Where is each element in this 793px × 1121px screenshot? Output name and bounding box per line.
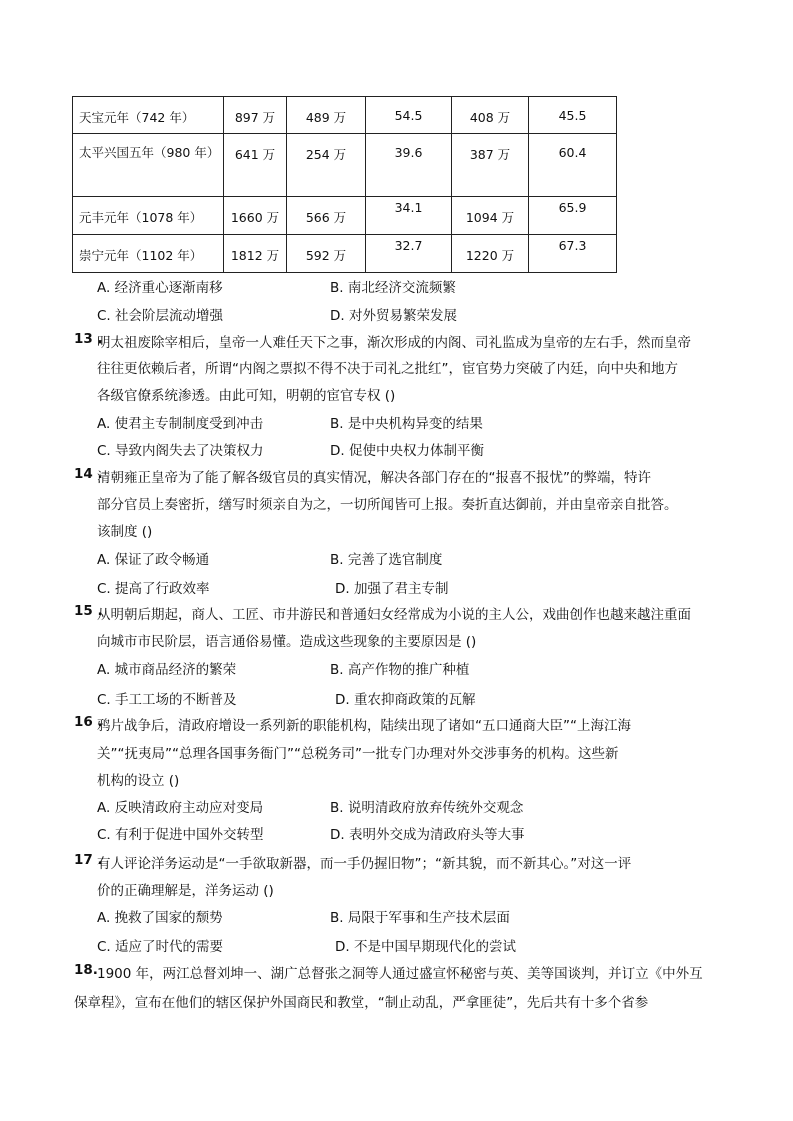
q12-option-a: A. 经济重心逐渐南移 bbox=[97, 280, 223, 296]
q18-stem-line2: 保章程》，宣布在他们的辖区保护外国商民和教堂，“制止动乱，严拿匪徒”，先后共有十多个省参 bbox=[74, 995, 649, 1011]
q13-option-d: D. 促使中央权力体制平衡 bbox=[330, 443, 484, 459]
q15-stem-line2: 向城市市民阶层，语言通俗易懂。造成这些现象的主要原因是 () bbox=[97, 634, 477, 650]
q14-stem-line3: 该制度 () bbox=[97, 524, 153, 540]
table-cell: 元丰元年（1078 年） bbox=[79, 210, 203, 225]
q16-stem-line3: 机构的设立 () bbox=[97, 773, 180, 789]
q15-option-a: A. 城市商品经济的繁荣 bbox=[97, 662, 237, 678]
q13-option-b: B. 是中央机构异变的结果 bbox=[330, 416, 483, 432]
q16-stem-line2: 关”“抚夷局”“总理各国事务衙门”“总税务司”一批专门办理对外交涉事务的机构。这些新 bbox=[97, 746, 619, 762]
q15-number: 15 . bbox=[74, 603, 103, 619]
table-cell: 天宝元年（742 年） bbox=[79, 110, 195, 125]
table-cell: 32.7 bbox=[394, 238, 423, 253]
q15-option-d: D. 重农抑商政策的瓦解 bbox=[335, 692, 476, 708]
table-cell: 崇宁元年（1102 年） bbox=[79, 248, 203, 263]
q16-option-c: C. 有利于促进中国外交转型 bbox=[97, 827, 264, 843]
table-row bbox=[73, 97, 617, 134]
q12-option-c: C. 社会阶层流动增强 bbox=[97, 308, 224, 324]
table-cell: 566 万 bbox=[305, 210, 347, 225]
table-cell: 34.1 bbox=[394, 200, 423, 215]
q17-option-c: C. 适应了时代的需要 bbox=[97, 939, 224, 955]
q18-stem-line1: 1900 年，两江总督刘坤一、湖广总督张之洞等人通过盛宣怀秘密与英、美等国谈判，并订立《中外互 bbox=[97, 966, 703, 982]
table-cell: 54.5 bbox=[394, 108, 423, 123]
q16-stem-line1: 鸦片战争后，清政府增设一系列新的职能机构，陆续出现了诸如“五口通商大臣”“上海江海 bbox=[97, 718, 631, 734]
q13-number: 13 . bbox=[74, 331, 103, 347]
table-row bbox=[73, 134, 617, 197]
table-cell: 489 万 bbox=[305, 110, 347, 125]
q14-option-d: D. 加强了君主专制 bbox=[335, 581, 449, 597]
q16-option-b: B. 说明清政府放弃传统外交观念 bbox=[330, 800, 524, 816]
table-cell: 67.3 bbox=[558, 238, 587, 253]
q17-option-d: D. 不是中国早期现代化的尝试 bbox=[335, 939, 516, 955]
table-row bbox=[73, 235, 617, 273]
q15-option-b: B. 高产作物的推广种植 bbox=[330, 662, 470, 678]
table-cell: 1812 万 bbox=[230, 248, 280, 263]
q17-number: 17 . bbox=[74, 852, 103, 868]
table-cell: 387 万 bbox=[469, 147, 511, 162]
q13-stem-line2: 往往更依赖后者，所谓“内阁之票拟不得不决于司礼之批红”，宦官势力突破了内廷，向中央和地方 bbox=[97, 361, 678, 377]
table-cell: 254 万 bbox=[305, 147, 347, 162]
table-cell: 1660 万 bbox=[230, 210, 280, 225]
table-cell: 39.6 bbox=[394, 145, 423, 160]
q17-stem-line1: 有人评论洋务运动是“一手欲取新器，而一手仍握旧物”；“新其貌，而不新其心。”对这一评 bbox=[97, 856, 632, 872]
q16-option-a: A. 反映清政府主动应对变局 bbox=[97, 800, 264, 816]
q15-stem-line1: 从明朝后期起，商人、工匠、市井游民和普通妇女经常成为小说的主人公，戏曲创作也越来越注重面 bbox=[97, 607, 691, 623]
q15-option-c: C. 手工工场的不断普及 bbox=[97, 692, 237, 708]
table-cell: 45.5 bbox=[558, 108, 587, 123]
table-cell: 408 万 bbox=[469, 110, 511, 125]
q17-stem-line2: 价的正确理解是，洋务运动 () bbox=[97, 883, 274, 899]
q17-option-a: A. 挽救了国家的颓势 bbox=[97, 910, 223, 926]
q13-option-c: C. 导致内阁失去了决策权力 bbox=[97, 443, 264, 459]
table-cell: 太平兴国五年（980 年） bbox=[79, 145, 220, 160]
table-cell: 1094 万 bbox=[465, 210, 515, 225]
data-table bbox=[72, 96, 617, 273]
q14-number: 14 . bbox=[74, 466, 103, 482]
q14-stem-line2: 部分官员上奏密折，缮写时须亲自为之，一切所闻皆可上报。奏折直达御前，并由皇帝亲自批答。 bbox=[97, 497, 678, 513]
q12-option-d: D. 对外贸易繁荣发展 bbox=[330, 308, 457, 324]
table-cell: 592 万 bbox=[305, 248, 347, 263]
q13-stem-line3: 各级官僚系统渗透。由此可知，明朝的宦官专权 () bbox=[97, 388, 396, 404]
table-cell: 1220 万 bbox=[465, 248, 515, 263]
q13-stem-line1: 明太祖废除宰相后，皇帝一人难任天下之事，渐次形成的内阁、司礼监成为皇帝的左右手，然而皇帝 bbox=[97, 335, 691, 351]
q16-option-d: D. 表明外交成为清政府头等大事 bbox=[330, 827, 525, 843]
q16-number: 16 . bbox=[74, 714, 103, 730]
table-cell: 65.9 bbox=[558, 200, 587, 215]
table-cell: 641 万 bbox=[234, 147, 276, 162]
table-cell: 897 万 bbox=[234, 110, 276, 125]
q17-option-b: B. 局限于军事和生产技术层面 bbox=[330, 910, 510, 926]
q14-stem-line1: 清朝雍正皇帝为了能了解各级官员的真实情况，解决各部门存在的“报喜不报忧”的弊端，特许 bbox=[97, 470, 651, 486]
q14-option-c: C. 提高了行政效率 bbox=[97, 581, 210, 597]
q14-option-b: B. 完善了选官制度 bbox=[330, 552, 443, 568]
q14-option-a: A. 保证了政令畅通 bbox=[97, 552, 210, 568]
q18-number: 18. bbox=[74, 962, 98, 978]
table-row bbox=[73, 197, 617, 235]
q12-option-b: B. 南北经济交流频繁 bbox=[330, 280, 456, 296]
q13-option-a: A. 使君主专制制度受到冲击 bbox=[97, 416, 264, 432]
table-cell: 60.4 bbox=[558, 145, 587, 160]
